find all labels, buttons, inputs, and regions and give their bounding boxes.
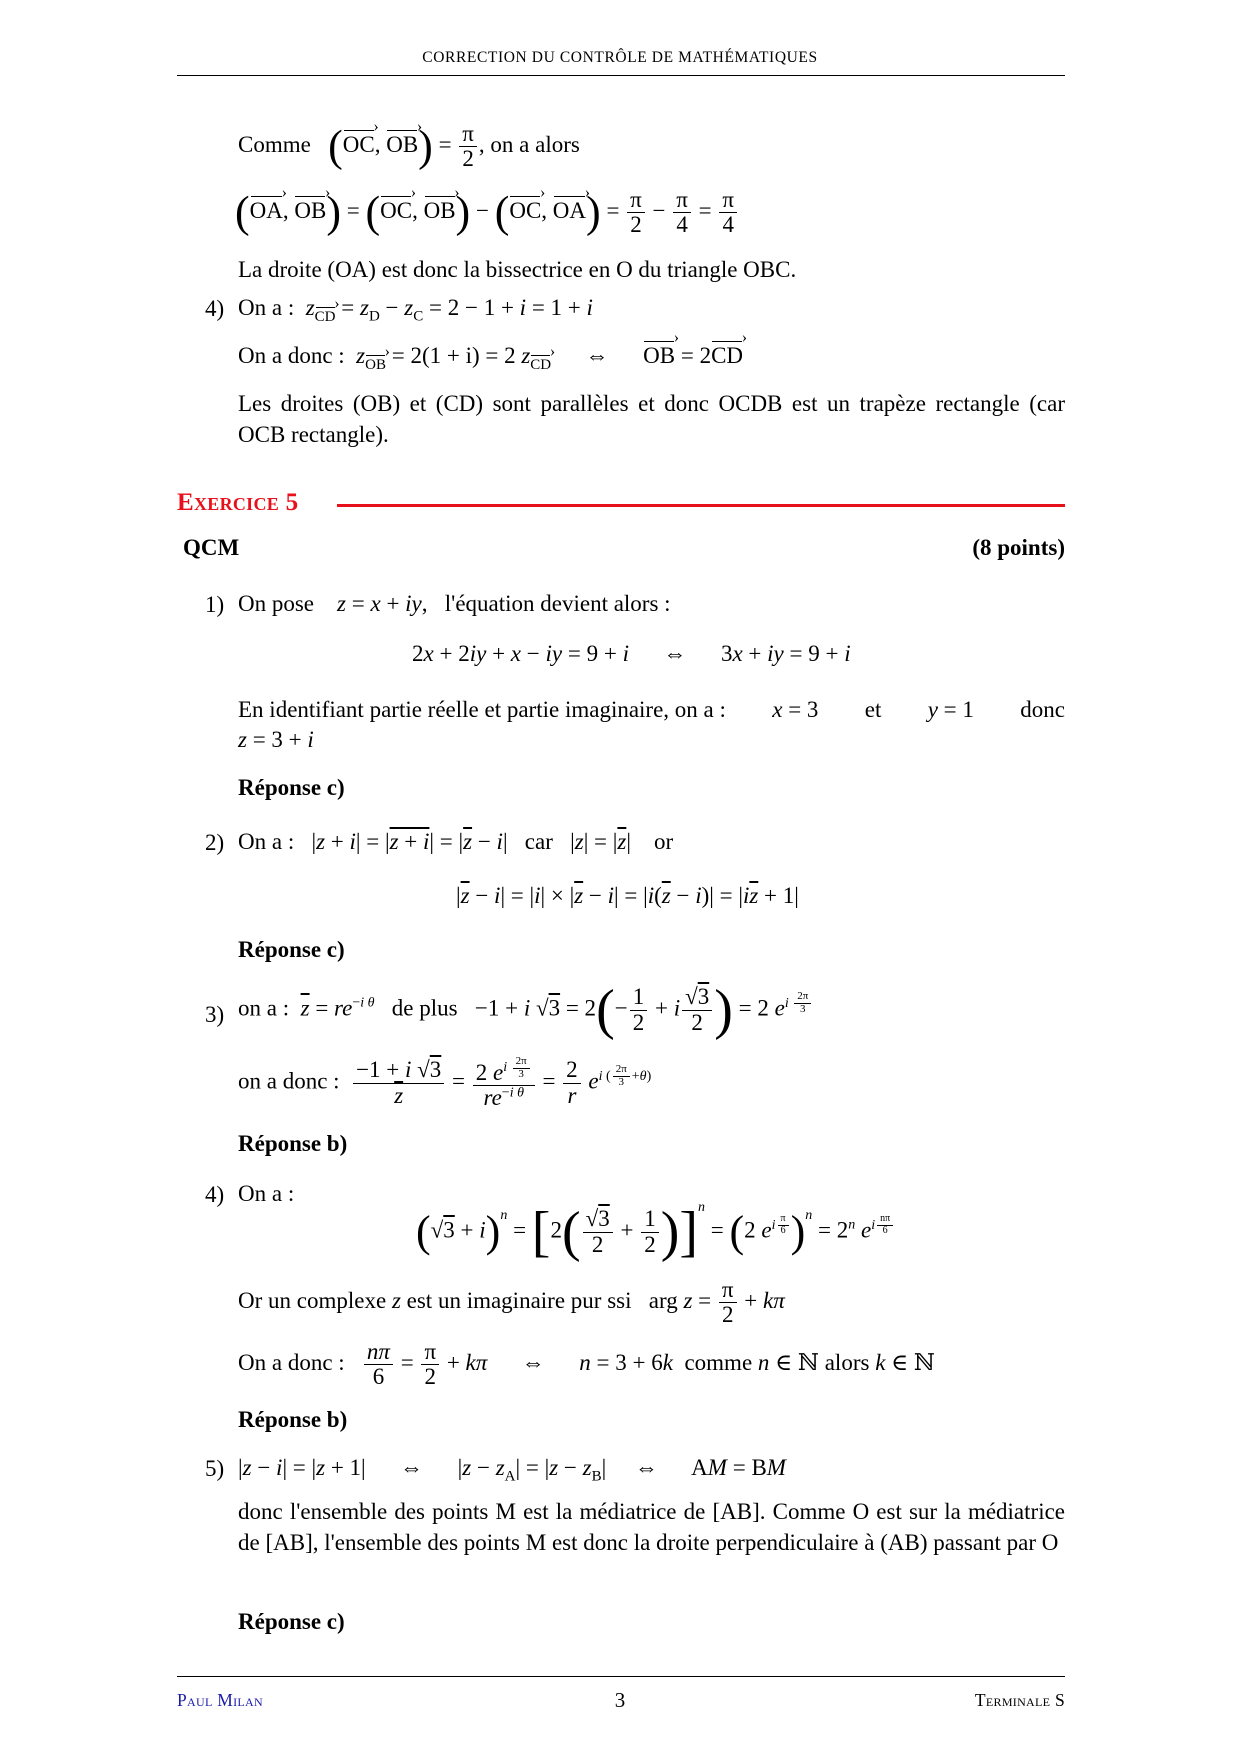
- q3-line2: on a donc : $\frac{-1 + i √3}{z}$ = 2 $e^{i \frac{2\pi}{3}}$ $re^{-i \theta}$ = $\frac{2}{r}$ $e^{i ( \frac{2\pi}{3} +\theta)}$: [238, 1055, 652, 1111]
- q3-number: 3): [205, 1002, 225, 1027]
- q4-number: 4): [205, 1182, 225, 1207]
- item4-line2: On a donc : $z_{OB}$ › = 2(1 + i) = 2 $z_{CD}$ › ⇔ OB › = 2CD ›: [238, 344, 743, 373]
- q1-intro: On pose z = x + iy, l'équation devient alors :: [238, 591, 671, 616]
- q3-line1: on a : $\overline{z} = re^{-i \theta}$ de plus −1 + i √3 = 2(− $\frac{1}{2}$ + i $\frac{√3}{2}$ ) = 2 $e^{i \frac{2\pi}{3}}$: [238, 982, 813, 1038]
- on-a-alors-text: , on a alors: [478, 131, 580, 157]
- exercise-rule: [337, 504, 1065, 507]
- q2-answer: Réponse c): [238, 937, 345, 962]
- footer-level: Terminale S: [974, 1690, 1065, 1710]
- q1-identify: En identifiant partie réelle et partie imaginaire, on a : x = 3 et y = 1 donc: [238, 697, 1065, 722]
- q5-answer: Réponse c): [238, 1609, 345, 1634]
- q5-number: 5): [205, 1456, 225, 1481]
- exercise-points: (8 points): [972, 535, 1065, 560]
- q4-on-a: On a :: [238, 1181, 295, 1206]
- page-header-title: CORRECTION DU CONTRÔLE DE MATHÉMATIQUES: [422, 49, 818, 66]
- q4-donc-line: On a donc : $\frac{n\pi}{6}$ = $\frac{\pi}{2}$ + kπ ⇔ n = 3 + 6k comme n ∈ ℕ alors k ∈ ℕ: [238, 1339, 935, 1390]
- footer-author: Paul Milan: [177, 1690, 263, 1710]
- q5-equation: |z − i| = |z + 1| ⇔ $|z - z_A| = |z - z_B|$ ⇔ AM = BM: [238, 1455, 786, 1485]
- bisector-text: La droite (OA) est donc la bissectrice en O du triangle OBC.: [238, 257, 797, 282]
- comme-text: Comme: [238, 131, 311, 157]
- header-rule: [177, 75, 1065, 76]
- q4-equation: $(√3 + i)^n = [2$( $\frac{√3}{2}$ + $\frac{1}{2}$ )]$^n$ = (2 $e^{i \frac{\pi}{6}}$ )$^n = 2^n$ $e^{i \frac{n\pi}{6}}$: [416, 1204, 895, 1260]
- q1-answer: Réponse c): [238, 775, 345, 800]
- q3-answer: Réponse b): [238, 1131, 348, 1156]
- vec-oc: OC ›: [343, 133, 375, 156]
- vec-ob: OB ›: [386, 133, 418, 156]
- q4-or-line: Or un complexe z est un imaginaire pur ssi arg z = $\frac{\pi}{2}$ + kπ: [238, 1277, 785, 1328]
- parallel-text: Les droites (OB) et (CD) sont parallèles et donc OCDB est un trapèze rectangle (car OCB rectangle).: [238, 391, 1065, 447]
- exercise-subtitle: QCM: [183, 535, 240, 560]
- q1-result: z = 3 + i: [238, 727, 314, 752]
- q2-number: 2): [205, 830, 225, 855]
- footer-rule: [177, 1676, 1065, 1677]
- exercise-title: Exercice 5: [177, 489, 299, 516]
- q2-line2: $|\overline{z} - i| = |i| \times |\overline{z} - i| = |i(\overline{z} - i)| = |i\overline{z} + 1|$: [456, 883, 799, 908]
- q1-equation: 2x + 2iy + x − iy = 9 + i ⇔ 3x + iy = 9 + i: [412, 641, 851, 666]
- q2-line1: On a : $|z + i| = |z + i| = |\overline{z} - i|$ car $|z| = |\overline{z}|$ or: [238, 829, 674, 854]
- item4-line1: On a : $z_{CD}$ › = $z_D - z_C = 2 - 1 + i = 1 + i$: [238, 296, 593, 325]
- q4-answer: Réponse b): [238, 1407, 348, 1432]
- footer-page-number: 3: [614, 1688, 626, 1712]
- comme-line: Comme (OC ›, OB ›) = $\frac{\pi}{2}$ , on a alors: [238, 122, 580, 171]
- item4-number: 4): [205, 296, 225, 321]
- q1-number: 1): [205, 592, 225, 617]
- angle-equation: (OA ›, OB ›) = (OC ›, OB ›) − (OC ›, OA ›) = $\frac{\pi}{2}$ − $\frac{\pi}{4}$ = $\frac{\pi}{4}$: [235, 188, 739, 237]
- q5-text: donc l'ensemble des points M est la médiatrice de [AB]. Comme O est sur la médiatrice de [AB], l'ensemble des points M est donc la droite perpendiculaire à (AB) passant par O: [238, 1499, 1065, 1555]
